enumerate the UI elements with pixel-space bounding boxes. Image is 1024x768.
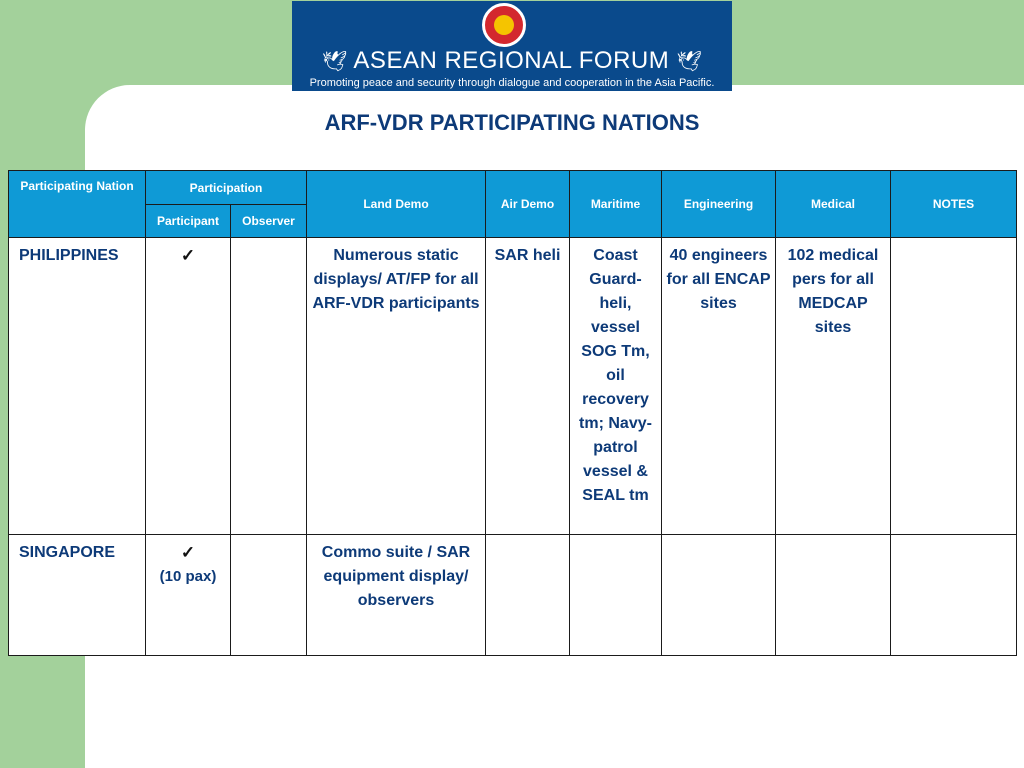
table-row — [9, 238, 1017, 535]
checkmark-icon: ✓ — [180, 543, 196, 562]
air-demo-cell: SAR heli — [486, 238, 570, 535]
col-header-air-demo: Air Demo — [486, 171, 570, 238]
participant-cell — [146, 238, 231, 535]
medical-cell — [776, 535, 891, 656]
arf-banner-logo — [292, 1, 732, 91]
maritime-cell: Coast Guard-heli, vessel SOG Tm, oil recovery tm; Navy-patrol vessel & SEAL tm — [570, 238, 662, 535]
nation-cell: PHILIPPINES — [9, 238, 146, 535]
medical-cell: 102 medical pers for all MEDCAP sites — [776, 238, 891, 535]
page-title: ARF-VDR PARTICIPATING NATIONS — [324, 110, 700, 135]
dove-icon: 🕊 — [321, 51, 348, 73]
checkmark-icon: ✓ — [180, 246, 196, 265]
participant-note: (10 pax) — [159, 568, 217, 585]
land-demo-cell: Numerous static displays/ AT/FP for all ARF-VDR participants — [307, 238, 486, 535]
banner-tagline: Promoting peace and security through dialogue and cooperation in the Asia Pacific. — [309, 77, 715, 89]
maritime-cell — [570, 535, 662, 656]
col-header-observer: Observer — [231, 205, 307, 238]
land-demo-cell: Commo suite / SAR equipment display/ observers — [307, 535, 486, 656]
col-header-engineering: Engineering — [662, 171, 776, 238]
col-header-land-demo: Land Demo — [307, 171, 486, 238]
engineering-cell: 40 engineers for all ENCAP sites — [662, 238, 776, 535]
participant-cell — [146, 535, 231, 656]
header-row — [9, 171, 1017, 205]
col-header-participant: Participant — [146, 205, 231, 238]
table-row — [9, 535, 1017, 656]
col-header-participation: Participation — [146, 171, 307, 205]
engineering-cell — [662, 535, 776, 656]
participation-table — [8, 170, 1017, 656]
col-header-maritime: Maritime — [570, 171, 662, 238]
forum-name: ASEAN REGIONAL FORUM — [353, 47, 670, 74]
banner-title — [292, 47, 732, 75]
air-demo-cell — [486, 535, 570, 656]
dove-icon: 🕊 — [676, 51, 703, 73]
observer-cell — [231, 238, 307, 535]
col-header-medical: Medical — [776, 171, 891, 238]
observer-cell — [231, 535, 307, 656]
notes-cell — [891, 535, 1017, 656]
nation-cell: SINGAPORE — [9, 535, 146, 656]
asean-emblem-icon — [482, 3, 526, 47]
col-header-nation: Participating Nation — [9, 171, 146, 238]
col-header-notes: NOTES — [891, 171, 1017, 238]
notes-cell — [891, 238, 1017, 535]
